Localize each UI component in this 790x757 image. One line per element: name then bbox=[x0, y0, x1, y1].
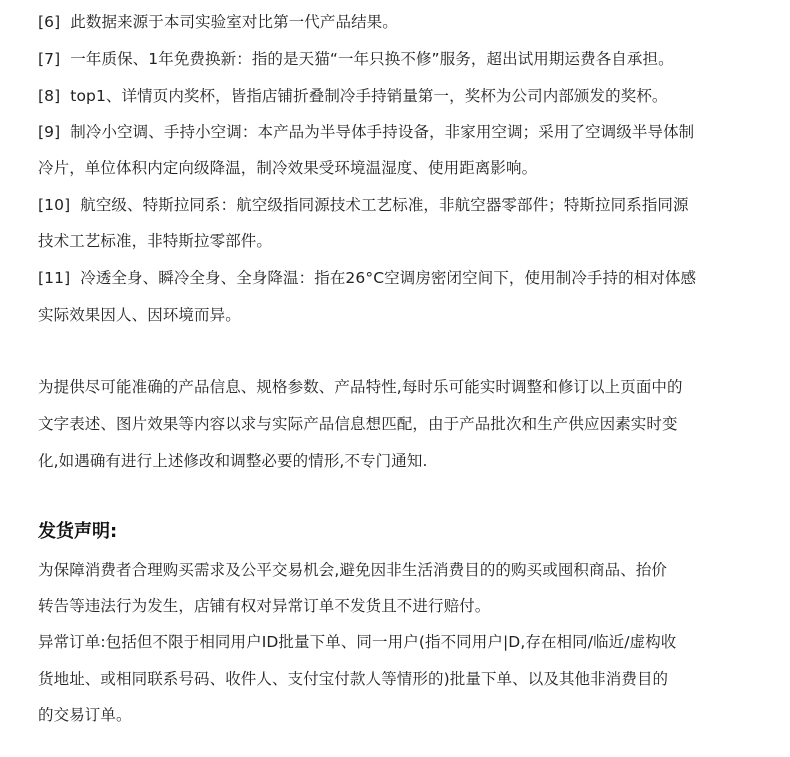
note-6-number: [6] bbox=[38, 13, 61, 31]
shipping-heading: 发货声明: bbox=[38, 521, 118, 542]
note-10-line-2: 技术工艺标准，非特斯拉零部件。 bbox=[38, 232, 273, 250]
note-11-line-1 bbox=[38, 268, 696, 288]
shipping-line-4: 货地址、或相同联系号码、收件人、支付宝付款人等情形的)批量下单、以及其他非消费目的 bbox=[38, 670, 669, 688]
note-8-text: top1、详情页内奖杯，皆指店铺折叠制冷手持销量第一，奖杯为公司内部颁发的奖杯。 bbox=[70, 87, 668, 105]
note-7-line-1 bbox=[38, 49, 674, 69]
shipping-line-2: 转告等违法行为发生，店铺有权对异常订单不发货且不进行赔付。 bbox=[38, 597, 491, 615]
note-11-line-2: 实际效果因人、因环境而异。 bbox=[38, 306, 241, 324]
note-8-line-1 bbox=[38, 86, 668, 106]
note-7-number: [7] bbox=[38, 50, 61, 68]
note-10-text-1: 航空级、特斯拉同系：航空级指同源技术工艺标准，非航空器零部件；特斯拉同系指同源 bbox=[80, 196, 689, 214]
note-9-line-2: 冷片，单位体积内定向级降温，制冷效果受环境温湿度、使用距离影响。 bbox=[38, 159, 538, 177]
note-11-number: [11] bbox=[38, 269, 71, 287]
note-10-line-1 bbox=[38, 195, 689, 215]
note-6-line-1 bbox=[38, 12, 398, 32]
shipping-line-1: 为保障消费者合理购买需求及公平交易机会,避免因非生活消费目的的购买或囤积商品、抬价 bbox=[38, 561, 668, 579]
shipping-line-3: 异常订单:包括但不限于相同用户ID批量下单、同一用户(指不同用户|D,存在相同/临近/虚构收 bbox=[38, 633, 677, 651]
note-11-text-1: 冷透全身、瞬冷全身、全身降温：指在26°C空调房密闭空间下，使用制冷手持的相对体感 bbox=[80, 269, 697, 287]
note-9-number: [9] bbox=[38, 123, 61, 141]
note-10-number: [10] bbox=[38, 196, 71, 214]
note-9-line-1 bbox=[38, 122, 694, 142]
note-7-text: 一年质保、1年免费换新：指的是天猫“一年只换不修”服务，超出试用期运费各自承担。 bbox=[70, 50, 674, 68]
shipping-line-5: 的交易订单。 bbox=[38, 706, 132, 724]
note-8-number: [8] bbox=[38, 87, 61, 105]
disclaimer-line-2: 文字表述、图片效果等内容以求与实际产品信息想匹配，由于产品批次和生产供应因素实时变 bbox=[38, 415, 678, 433]
note-9-text-1: 制冷小空调、手持小空调：本产品为半导体手持设备，非家用空调；采用了空调级半导体制 bbox=[70, 123, 695, 141]
note-6-text: 此数据来源于本司实验室对比第一代产品结果。 bbox=[70, 13, 398, 31]
disclaimer-line-1: 为提供尽可能准确的产品信息、规格参数、产品特性,每时乐可能实时调整和修订以上页面中的 bbox=[38, 378, 683, 396]
disclaimer-line-3: 化,如遇确有进行上述修改和调整必要的情形,不专门通知. bbox=[38, 452, 428, 470]
